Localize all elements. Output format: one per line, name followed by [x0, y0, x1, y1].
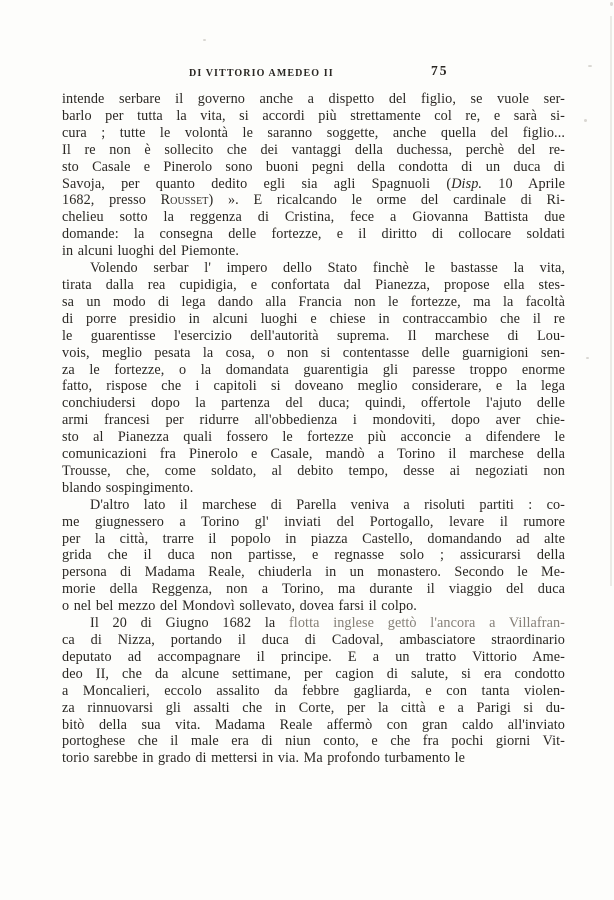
text-line: domande: la consegna delle fortezze, e il diritto di collocare soldati [62, 226, 565, 243]
text-line: deputato ad accompagnare il principe. E a un tratto Vittorio Ame- [62, 648, 565, 665]
scan-speck [588, 65, 592, 67]
text-line: comunicazioni fra Pinerolo e Casale, mandò a Torino il marchese della [62, 446, 565, 463]
paragraph [62, 91, 565, 260]
text-line: armi francesi per ridurre all'obbedienza i mondoviti, dopo aver chie- [62, 412, 565, 429]
paragraph [62, 615, 565, 767]
paragraph [62, 260, 565, 497]
text-line: persona di Madama Reale, chiuderla in un monastero. Secondo le Me- [62, 564, 565, 581]
text-line: ca di Nizza, portando il duca di Cadoval, ambasciatore straordinario [62, 632, 565, 648]
text-line: D'altro lato il marchese di Parella veniva a risoluti partiti : co- [90, 496, 565, 513]
text-line: in alcuni luoghi del Piemonte. [62, 243, 240, 260]
page-number: 75 [431, 63, 449, 78]
text-line: o nel bel mezzo del Mondovì sollevato, dovea farsi il colpo. [62, 598, 417, 615]
text-line: blando sospingimento. [62, 479, 194, 496]
text-line: bitò della sua vita. Madama Reale affermò con gran caldo all'inviato [62, 716, 565, 733]
text-line: cura ; tutte le volontà le saranno soggette, anche quella del figlio... [62, 124, 565, 141]
text-line: chelieu sotto la reggenza di Cristina, fece a Giovanna Battista due [62, 209, 565, 226]
text-line: za rinnuovarsi gli assalti che in Corte, per la città e a Parigi si du- [62, 699, 565, 716]
scan-speck [584, 119, 587, 122]
text-line: Trousse, che, come soldato, al debito tempo, desse ai negoziati non [62, 462, 565, 479]
scan-speck [203, 39, 206, 41]
text-line: vois, meglio pesata la cosa, o non si contentasse delle guarnigioni sen- [62, 344, 565, 361]
text-line: Il 20 di Giugno 1682 la flotta inglese gettò l'ancora a Villafran- [90, 615, 565, 632]
text-line: conchiudersi dopo la partenza del duca; quindi, offertole l'ajuto delle [62, 395, 565, 412]
text-line: le guarentisse l'esercizio dell'autorità suprema. Il marchese di Lou- [62, 327, 565, 344]
text-line: Volendo serbar l' impero dello Stato finchè le bastasse la vita, [90, 260, 565, 277]
text-line: barlo per tutta la vita, si accordi più strettamente col re, e sarà si- [62, 107, 565, 124]
text-line: portoghese che il male era di niun conto, e che fra pochi giorni Vit- [62, 733, 565, 750]
page-edge-shadow [610, 16, 612, 586]
text-line: di porre presidio in alcuni luoghi e chiese in contraccambio che il re [62, 310, 565, 327]
text-line: me giugnessero a Torino gl' inviati del Portogallo, levare il rumore [62, 513, 565, 530]
text-line: deo II, che da alcune settimane, per cagion di salute, si era condotto [62, 665, 565, 682]
text-line: torio sarebbe in grado di mettersi in via. Ma profondo turbamento le [62, 750, 466, 767]
text-line: sa un modo di lega dando alla Francia non le fortezze, ma la facoltà [62, 293, 565, 310]
scan-speck [586, 357, 589, 359]
text-line: Il re non è sollecito che dei vantaggi della duchessa, perchè del re- [62, 141, 565, 158]
running-head: DI VITTORIO AMEDEO II [189, 68, 334, 79]
text-line: grida che il duca non partisse, e regnasse solo ; assicurarsi della [62, 547, 565, 564]
text-line: Savoja, per quanto dedito egli sia agli Spagnuoli (Disp. 10 Aprile [62, 175, 566, 192]
paragraph [62, 497, 565, 615]
text-line: a Moncalieri, eccolo assalito da febbre gagliarda, e con tanta violen- [62, 682, 565, 699]
text-line: tirata dalla rea cupidigia, e confortata dal Pianezza, propose ella stes- [62, 276, 565, 293]
page-text-block [62, 91, 565, 767]
text-line: per la città, trarre il popolo in piazza Castello, domandando ad alte [62, 530, 565, 547]
text-line: fatto, rispose che i capitoli si doveano meglio considerare, e la lega [62, 378, 565, 395]
text-line: sto Casale e Pinerolo sono buoni pegni della condotta di un duca di [62, 158, 565, 175]
text-line: intende serbare il governo anche a dispetto del figlio, se vuole ser- [62, 91, 565, 107]
scan-speck [610, 2, 613, 6]
text-line: sto al Pianezza quali fossero le fortezze più acconcie a difendere le [62, 429, 565, 446]
text-line: 1682, presso Rousset) ». E ricalcando le orme del cardinale di Ri- [62, 192, 565, 209]
text-line: za le fortezze, o la domandata guarentigia gli paresse troppo enorme [62, 361, 565, 378]
text-line: morie della Reggenza, non a Torino, ma durante il viaggio del duca [62, 581, 565, 598]
